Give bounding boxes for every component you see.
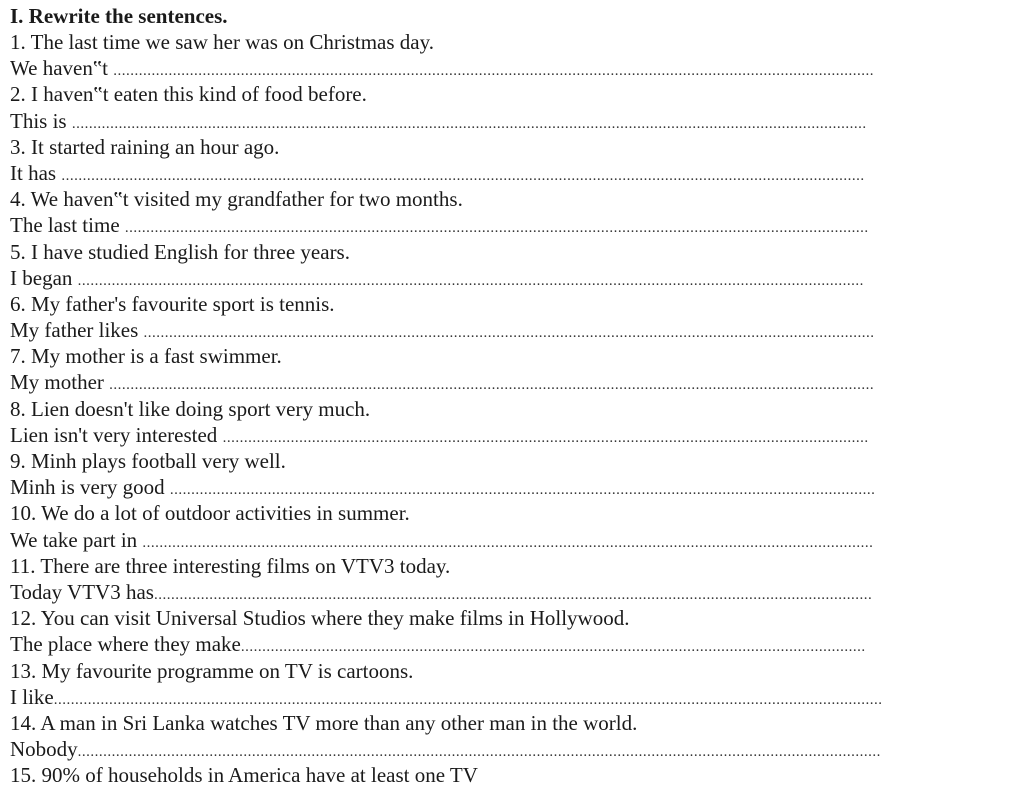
answer-start: This is [10,108,72,133]
question-prompt: 2. I haven‟t eaten this kind of food before. [10,82,367,107]
answer-line [10,55,1010,81]
answer-line [10,579,1010,605]
answer-line [10,684,1010,710]
answer-blank[interactable]: ................................................................................................................................................................................... [113,63,875,80]
answer-blank[interactable]: ......................................................................................................................................................................... [153,586,873,603]
answer-blank[interactable]: ......................................................................................................................................................................................... [77,272,864,289]
answer-blank[interactable]: ................................................................................................................................................................................................... [53,691,883,708]
question-prompt: 8. Lien doesn't like doing sport very much. [10,396,371,421]
answer-blank[interactable]: ............................................................................................................................................................................... [124,220,869,237]
answer-line [10,108,1010,134]
answer-line [10,527,1010,553]
answer-line [10,369,1010,395]
partial-item: 15. 90% of households in America have at least one TV [10,763,478,788]
answer-start: We take part in [10,527,143,552]
question-prompt: 5. I have studied English for three years. [10,239,350,264]
question-prompt: 7. My mother is a fast swimmer. [10,344,282,369]
question-prompt: 9. Minh plays football very well. [10,449,286,473]
question-prompt: 12. You can visit Universal Studios where they make films in Hollywood. [10,606,630,631]
question-prompt: 4. We haven‟t visited my grandfather for two months. [10,187,463,212]
answer-line [10,736,1010,762]
answer-line [10,474,1010,500]
answer-start: Lien isn't very interested [10,422,223,447]
answer-start: I began [10,265,78,290]
exercise-list [10,29,1010,762]
worksheet [10,3,1010,788]
answer-blank[interactable]: ........................................................................................................................................................ [222,429,869,446]
answer-line [10,160,1010,186]
question-prompt: 6. My father's favourite sport is tennis. [10,291,335,316]
answer-blank[interactable]: ............................................................................................................................................................................ [142,534,874,551]
answer-line [10,212,1010,238]
answer-blank[interactable]: ................................................................................................................................................... [240,639,866,656]
question-prompt: 11. There are three interesting films on VTV3 today. [10,553,451,578]
answer-line [10,631,1010,657]
section-title: I. Rewrite the sentences. [10,4,228,28]
answer-start: My mother [10,370,110,395]
answer-blank[interactable]: .................................................................................................................................................................................... [109,377,875,394]
answer-blank[interactable]: ............................................................................................................................................................................................. [77,744,881,761]
question-prompt: 1. The last time we saw her was on Christmas day. [10,30,434,54]
answer-start: Minh is very good [10,475,170,500]
answer-start: It has [10,160,62,185]
answer-start: The place where they make [10,632,241,657]
answer-blank[interactable]: ........................................................................................................................................................................................... [71,115,867,132]
answer-start: Today VTV3 has [10,579,154,604]
answer-start: The last time [10,213,125,238]
question-prompt: 10. We do a lot of outdoor activities in summer. [10,501,410,526]
answer-start: Nobody [10,737,78,762]
answer-start: We haven‟t [10,56,114,81]
answer-line [10,422,1010,448]
answer-start: My father likes [10,318,144,343]
answer-line [10,265,1010,291]
answer-blank[interactable]: ............................................................................................................................................................................................. [61,167,865,184]
answer-blank[interactable]: ...................................................................................................................................................................... [169,482,876,499]
answer-blank[interactable]: ............................................................................................................................................................................ [143,325,875,342]
question-prompt: 14. A man in Sri Lanka watches TV more than any other man in the world. [10,710,638,735]
answer-line [10,317,1010,343]
question-prompt: 13. My favourite programme on TV is cartoons. [10,658,414,683]
question-prompt: 3. It started raining an hour ago. [10,134,280,159]
answer-start: I like [10,684,54,709]
